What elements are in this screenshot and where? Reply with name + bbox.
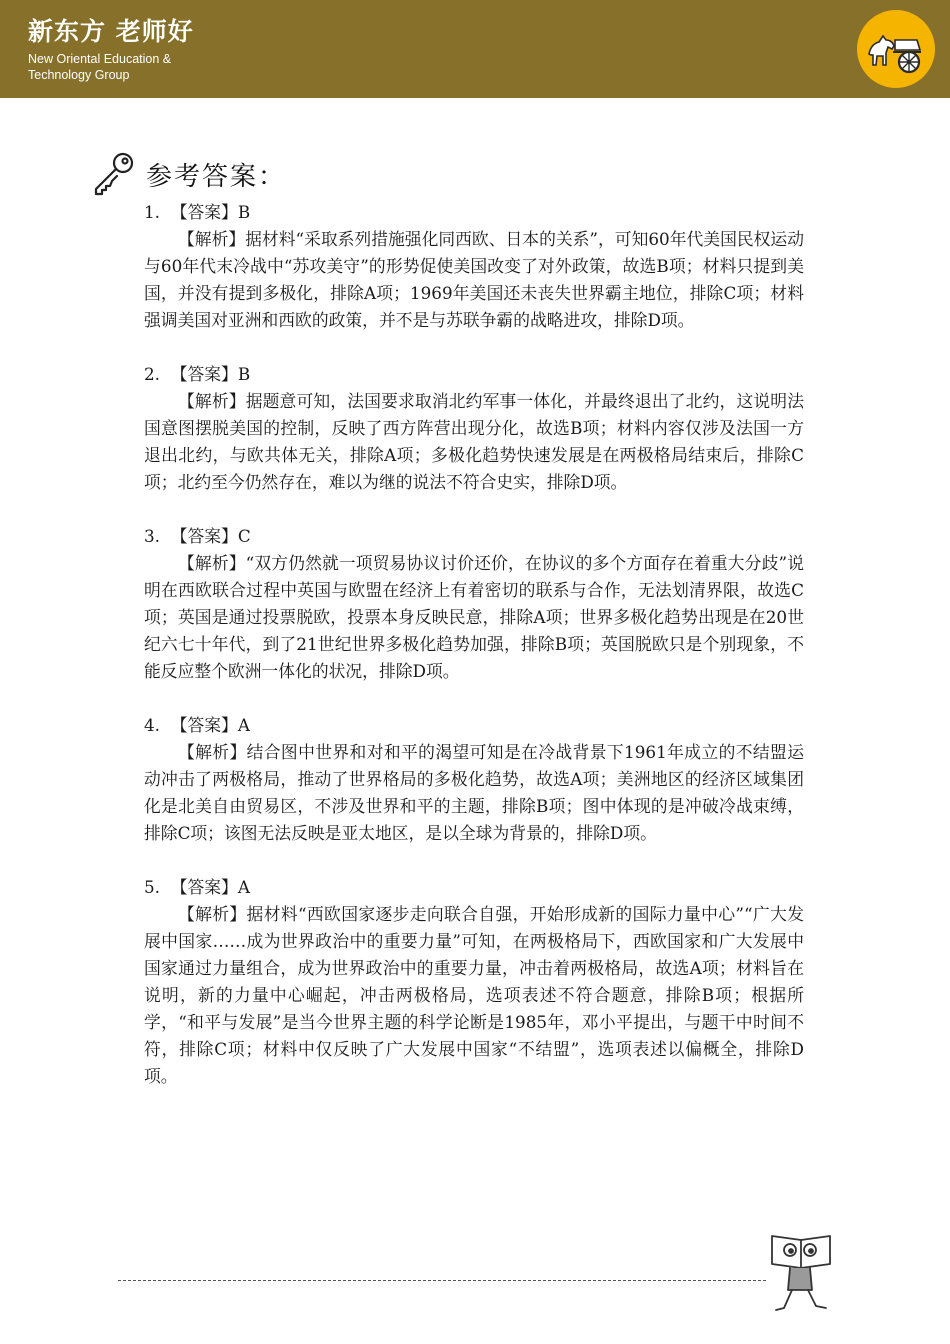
answer-line [144,874,804,901]
page-header [0,0,950,98]
answer-value: B [237,202,251,222]
answer-label: 【答案】 [170,877,238,897]
brand-name-cn: 新东方 老师好 [28,17,194,46]
answer-label: 【答案】 [170,202,238,222]
answer-label: 【答案】 [170,526,238,546]
answer-item [144,874,804,1090]
brand-name-en [28,51,228,83]
section-title: 参考答案： [146,161,287,192]
carriage-logo-icon [857,10,935,88]
answers-section-title [90,150,286,198]
answer-item [144,199,804,334]
answer-label: 【答案】 [170,364,238,384]
item-number: 5. [144,877,161,897]
answer-item [144,712,804,847]
answer-line [144,712,804,739]
answer-item [144,523,804,685]
explanation: 【解析】据题意可知，法国要求取消北约军事一体化，并最终退出了北约，这说明法国意图摆脱美国的控制，反映了西方阵营出现分化，故选B项；材料内容仅涉及法国一方退出北约，与欧共体无关，排除A项；多极化趋势快速发展是在两极格局结束后，排除C项；北约至今仍然存在，难以为继的说法不符合史实，排除D项。 [144,391,804,492]
answer-value: B [237,364,251,384]
explanation: 【解析】“双方仍然就一项贸易协议讨价还价，在协议的多个方面存在着重大分歧”说明在西欧联合过程中英国与欧盟在经济上有着密切的联系与合作，无法划清界限，故选C项；英国是通过投票脱欧，投票本身反映民意，排除A项；世界多极化趋势出现是在20世纪六七十年代，到了21世纪世界多极化趋势加强，排除B项；英国脱欧只是个别现象，不能反应整个欧洲一体化的状况，排除D项。 [144,553,804,681]
explanation: 【解析】据材料“西欧国家逐步走向联合自强，开始形成新的国际力量中心”“广大发展中国家……成为世界政治中的重要力量”可知，在两极格局下，西欧国家和广大发展中国家通过力量组合，成为世界政治中的重要力量，冲击着两极格局，故选A项；材料旨在说明，新的力量中心崛起，冲击两极格局，选项表述不符合题意，排除B项；根据所学，“和平与发展”是当今世界主题的科学论断是1985年，邓小平提出，与题干中时间不符，排除C项；材料中仅反映了广大发展中国家“不结盟”，选项表述以偏概全，排除D项。 [144,904,804,1086]
item-number: 2. [144,364,161,384]
answer-line [144,523,804,550]
answer-value: A [237,877,250,897]
answer-label: 【答案】 [170,715,238,735]
answer-value: A [237,715,250,735]
answer-item [144,361,804,496]
answer-value: C [237,526,251,546]
answer-line [144,361,804,388]
item-number: 1. [144,202,161,222]
explanation: 【解析】据材料“采取系列措施强化同西欧、日本的关系”，可知60年代美国民权运动与60年代末冷战中“苏攻美守”的形势促使美国改变了对外政策，故选B项；材料只提到美国，并没有提到多极化，排除A项；1969年美国还未丧失世界霸主地位，排除C项；材料强调美国对亚洲和西欧的政策，并不是与苏联争霸的战略进攻，排除D项。 [144,229,804,330]
item-number: 4. [144,715,161,735]
explanation: 【解析】结合图中世界和对和平的渴望可知是在冷战背景下1961年成立的不结盟运动冲击了两极格局，推动了世界格局的多极化趋势，故选A项；美洲地区的经济区域集团化是北美自由贸易区，不涉及世界和平的主题，排除B项；图中体现的是冲破冷战束缚，排除C项；该图无法反映是亚太地区，是以全球为背景的，排除D项。 [144,742,804,843]
brand-en-line2: Technology Group [28,68,130,82]
item-number: 3. [144,526,161,546]
reading-mascot-icon [766,1230,836,1316]
brand-en-line1: New Oriental Education & [28,52,172,66]
footer-divider [118,1280,766,1281]
answer-list [144,199,804,1117]
answer-line [144,199,804,226]
key-icon [90,150,138,198]
